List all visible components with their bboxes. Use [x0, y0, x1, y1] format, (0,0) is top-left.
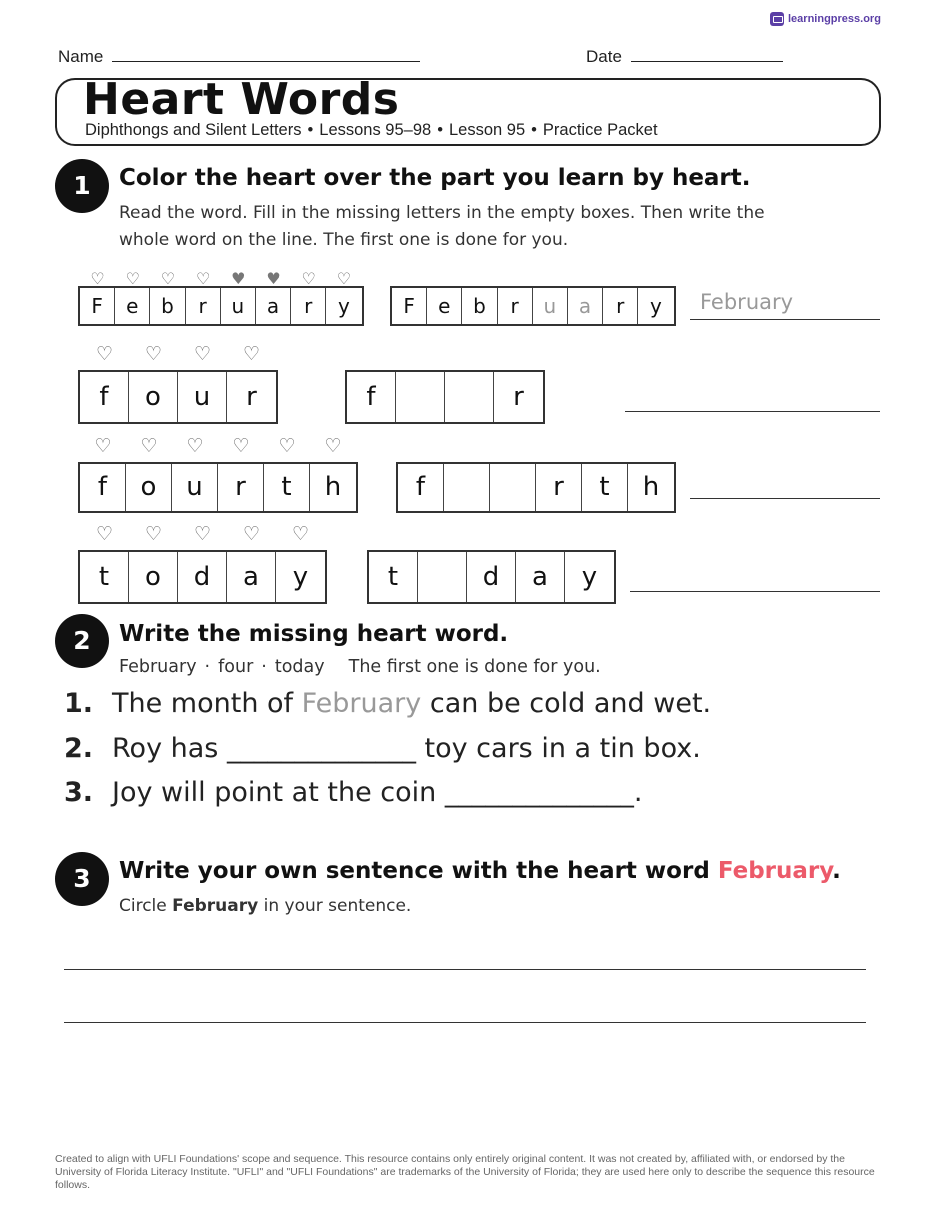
brand-logo	[770, 12, 881, 26]
subtitle-separator: •	[531, 121, 537, 139]
step-3-sub-after: in your sentence.	[258, 896, 412, 916]
empty-letter-box[interactable]	[490, 464, 536, 511]
empty-letter-box[interactable]	[418, 552, 467, 602]
heart-outline-icon[interactable]: ♡	[324, 435, 342, 457]
page-title: Heart Words	[83, 74, 400, 125]
heart-outline-icon[interactable]: ♡	[242, 343, 261, 365]
word-boxes	[78, 462, 358, 513]
letter-box: o	[126, 464, 172, 511]
fill-in-boxes	[396, 462, 676, 513]
subtitle-separator: •	[307, 121, 314, 139]
subtitle-part: Practice Packet	[542, 121, 658, 139]
letter-box: r	[513, 382, 524, 412]
letter-box: d	[467, 552, 516, 602]
letter-box: r	[536, 464, 582, 511]
letter-box: b	[462, 288, 497, 324]
name-blank[interactable]	[112, 47, 420, 62]
heart-filled-icon[interactable]: ♥	[266, 269, 281, 288]
letter-box: f	[398, 464, 444, 511]
letter-box: a	[516, 552, 565, 602]
letter-box: r	[498, 288, 533, 324]
step-1-instructions-line-1: Read the word. Fill in the missing letters in the empty boxes. Then write the	[119, 203, 765, 223]
heart-row	[80, 525, 325, 543]
subtitle-part: Lessons 95–98	[319, 121, 432, 139]
letter-box: y	[292, 562, 309, 592]
letter-box: b	[150, 288, 185, 324]
step-3-sub-word: February	[172, 896, 259, 916]
date-label: Date	[586, 47, 622, 66]
heart-outline-icon[interactable]: ♡	[336, 269, 352, 288]
letter-box: r	[291, 288, 326, 324]
answer-blank[interactable]: ______________	[226, 733, 416, 764]
letter-box: a	[227, 552, 276, 602]
answer-line[interactable]	[690, 498, 880, 499]
date-field[interactable]	[586, 47, 783, 67]
empty-letter-box[interactable]	[444, 464, 490, 511]
step-3-heading-text: Write your own sentence with the heart word	[119, 858, 718, 884]
letter-box: u	[178, 372, 227, 422]
empty-letter-box[interactable]	[396, 372, 445, 422]
answer-line[interactable]	[690, 319, 880, 320]
sentence-text: .	[633, 777, 643, 808]
heart-outline-icon[interactable]: ♡	[90, 269, 105, 288]
letter-box: r	[603, 288, 638, 324]
heart-outline-icon[interactable]: ♡	[125, 269, 140, 288]
word-bank-item: February	[119, 657, 197, 677]
step-2-badge: 2	[55, 614, 109, 668]
sentence	[64, 777, 642, 808]
step-2-heading: Write the missing heart word.	[119, 621, 509, 647]
heart-outline-icon[interactable]: ♡	[301, 269, 316, 288]
word-boxes	[78, 370, 278, 424]
learningpress-logo-icon	[770, 12, 784, 26]
answer-blank[interactable]: ______________	[444, 777, 634, 808]
step-1-instructions-line-2: whole word on the line. The first one is done for you.	[119, 230, 569, 250]
letter-box: t	[264, 464, 310, 511]
heart-outline-icon[interactable]: ♡	[242, 523, 261, 545]
letter-box: h	[324, 472, 342, 502]
subtitle-part: Lesson 95	[448, 121, 526, 139]
word-bank-item: today	[274, 657, 325, 677]
step-3-badge: 3	[55, 852, 109, 906]
word-bank-separator: ·	[261, 657, 267, 677]
word-bank-separator: ·	[204, 657, 211, 677]
sentence-text: Roy has	[112, 733, 227, 764]
page-subtitle	[85, 121, 658, 140]
sentence-number: 3.	[64, 777, 94, 808]
letter-box: t	[80, 552, 129, 602]
sentence-text: The month of	[112, 688, 302, 719]
sentence	[64, 688, 711, 719]
letter-box: u	[221, 288, 256, 324]
date-blank[interactable]	[631, 47, 783, 62]
step-1-heading: Color the heart over the part you learn by heart.	[119, 165, 751, 191]
heart-outline-icon[interactable]: ♡	[195, 269, 211, 288]
subtitle-part: Diphthongs and Silent Letters	[85, 121, 302, 139]
letter-box: d	[178, 552, 227, 602]
heart-outline-icon[interactable]: ♡	[160, 269, 176, 288]
step-3-sub-before: Circle	[119, 896, 173, 916]
letter-box: a	[256, 288, 291, 324]
writing-line-1[interactable]	[64, 969, 866, 970]
letter-box: t	[369, 552, 418, 602]
letter-box: u	[533, 288, 568, 324]
letter-box: r	[186, 288, 221, 324]
heart-outline-icon[interactable]: ♡	[144, 343, 163, 365]
example-answer: February	[301, 688, 422, 719]
heart-outline-icon[interactable]: ♡	[186, 435, 204, 457]
step-3-heading-end: .	[832, 858, 841, 884]
example-answer: February	[700, 290, 794, 314]
letter-box: u	[172, 464, 218, 511]
heart-outline-icon[interactable]: ♡	[193, 343, 212, 365]
heart-outline-icon[interactable]: ♡	[140, 435, 158, 457]
fill-in-boxes	[390, 286, 676, 326]
letter-box: y	[337, 294, 350, 318]
letter-box: F	[392, 288, 427, 324]
heart-outline-icon[interactable]: ♡	[144, 523, 163, 545]
letter-box: f	[347, 372, 396, 422]
word-bank-item: four	[218, 657, 254, 677]
footer-disclaimer: Created to align with UFLI Foundations' scope and sequence. This resource contains only entirely original content. It was not created by, affiliated with, or endorsed by the University of Florida Literacy Institute. "UFLI" and "UFLI Foundations" are trademarks of the University of Florida; they are used here only to describe the sequence this resource follows.	[55, 1153, 875, 1191]
name-label: Name	[58, 47, 104, 66]
heart-outline-icon[interactable]: ♡	[278, 435, 296, 457]
heart-outline-icon[interactable]: ♡	[95, 343, 114, 365]
step-1-badge: 1	[55, 159, 109, 213]
fill-in-boxes	[345, 370, 545, 424]
writing-line-2[interactable]	[64, 1022, 866, 1023]
letter-box: h	[642, 472, 660, 502]
word-boxes	[78, 286, 364, 326]
letter-box: r	[218, 464, 264, 511]
subtitle-separator: •	[437, 121, 443, 139]
word-bank	[119, 657, 601, 677]
heart-row	[80, 345, 276, 363]
sentence-number: 1.	[64, 688, 94, 719]
heart-outline-icon[interactable]: ♡	[193, 523, 212, 545]
letter-box: f	[80, 464, 126, 511]
step-3-instructions	[119, 893, 411, 920]
step-1-instructions	[119, 200, 765, 254]
sentence-text: can be cold and wet.	[421, 688, 712, 719]
letter-box: e	[115, 288, 150, 324]
title-box	[55, 74, 881, 146]
letter-box: r	[246, 382, 257, 412]
letter-box: e	[427, 288, 462, 324]
letter-box: y	[581, 562, 598, 592]
letter-box: t	[582, 464, 628, 511]
letter-box: o	[129, 372, 178, 422]
sentence-number: 2.	[64, 733, 94, 764]
word-bank-note: The first one is done for you.	[348, 657, 601, 677]
name-field[interactable]	[58, 47, 420, 67]
heart-outline-icon[interactable]: ♡	[94, 435, 112, 457]
letter-box: o	[129, 552, 178, 602]
sentence-text: toy cars in a tin box.	[415, 733, 701, 764]
letter-box: y	[649, 294, 662, 318]
heart-outline-icon[interactable]: ♡	[95, 523, 114, 545]
answer-line[interactable]	[630, 591, 880, 592]
step-3-heading	[119, 858, 841, 884]
heart-outline-icon[interactable]: ♡	[291, 523, 310, 545]
heart-row	[80, 437, 356, 455]
fill-in-boxes	[367, 550, 616, 604]
letter-box: F	[80, 288, 115, 324]
brand-text: learningpress.org	[788, 13, 881, 25]
letter-box: f	[80, 372, 129, 422]
sentence	[64, 733, 701, 764]
letter-box: a	[568, 288, 603, 324]
heart-outline-icon[interactable]: ♡	[232, 435, 250, 457]
step-3-heart-word: February	[717, 858, 833, 884]
word-boxes	[78, 550, 327, 604]
answer-line[interactable]	[625, 411, 880, 412]
sentence-text: Joy will point at the coin	[112, 777, 445, 808]
empty-letter-box[interactable]	[445, 372, 494, 422]
heart-filled-icon[interactable]: ♥	[231, 269, 246, 288]
